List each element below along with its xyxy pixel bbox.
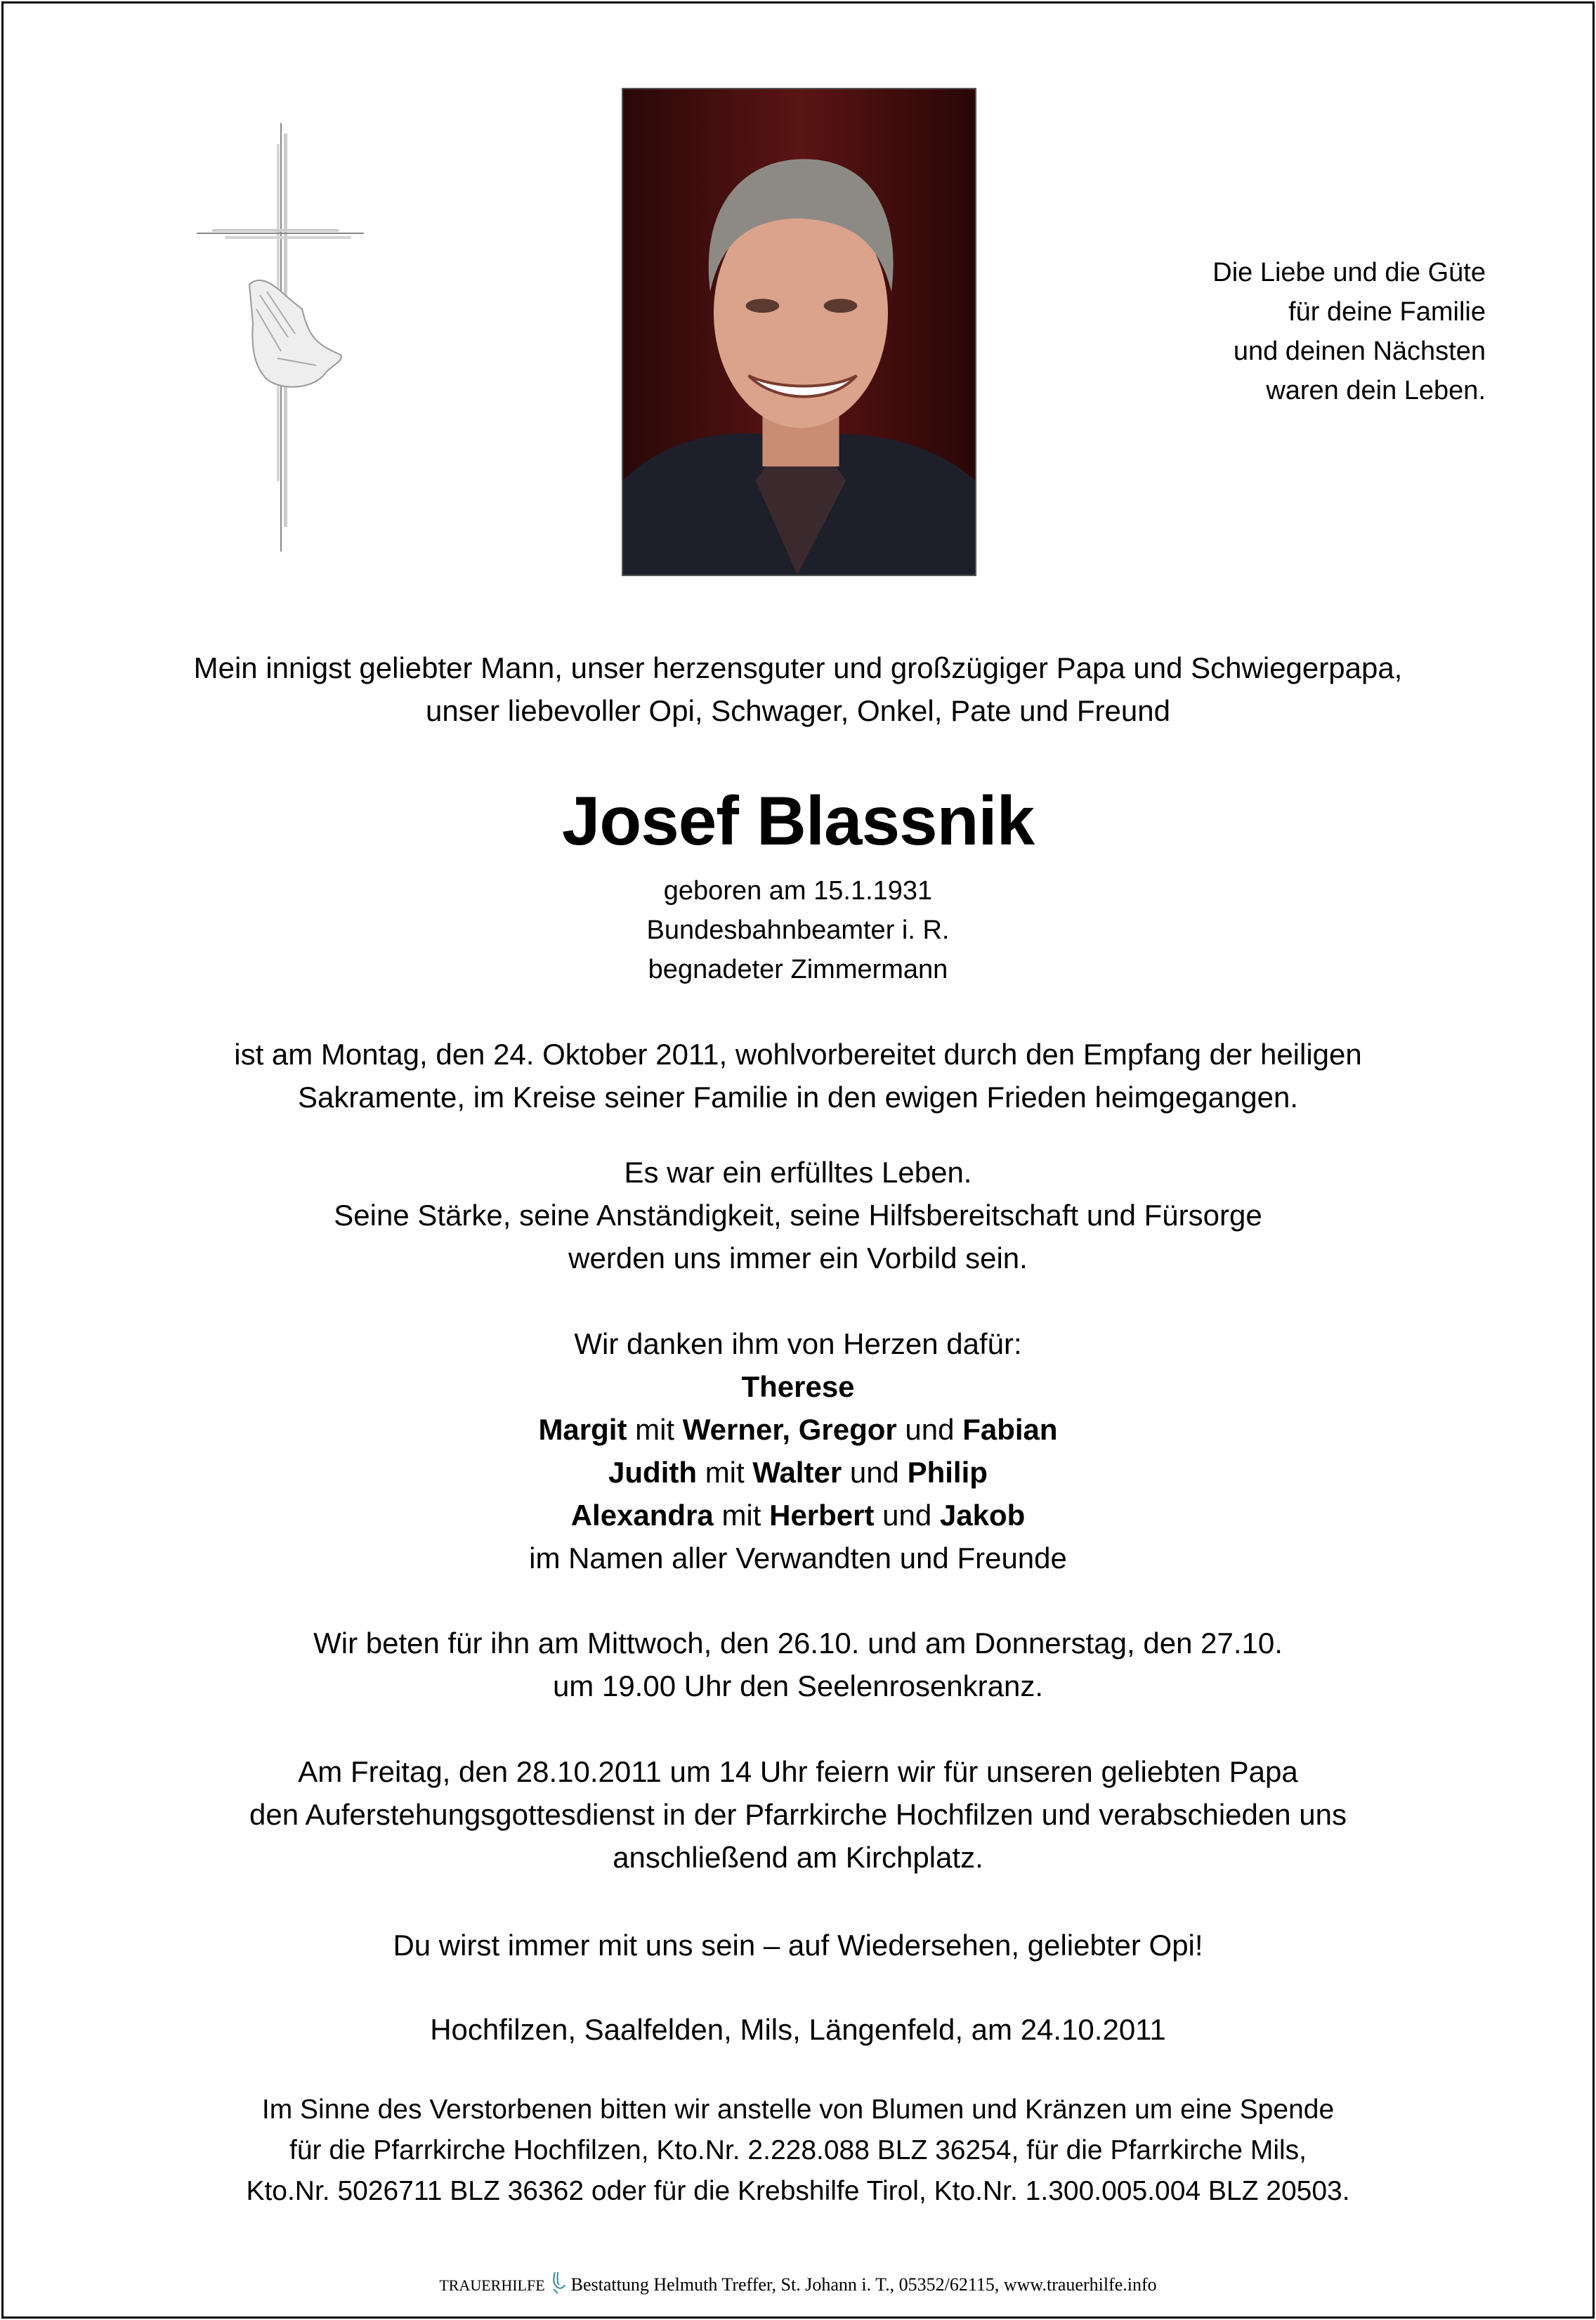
rosary-line: um 19.00 Uhr den Seelenrosenkranz. — [552, 1669, 1044, 1702]
intro-text — [0, 646, 1596, 732]
intro-line: Mein innigst geliebter Mann, unser herzensguter und großzügiger Papa und Schwiegerpapa, — [193, 651, 1403, 684]
rosary-line: Wir beten für ihn am Mittwoch, den 26.10. und am Donnerstag, den 27.10. — [313, 1627, 1283, 1660]
mourner-name: Therese — [741, 1370, 855, 1403]
life-line: Seine Stärke, seine Anständigkeit, seine Hilfsbereitschaft und Fürsorge — [334, 1199, 1262, 1232]
deceased-name: Josef Blassnik — [561, 782, 1035, 859]
funeral-line: den Auferstehungsgottesdienst in der Pfarrkirche Hochfilzen und verabschieden uns — [249, 1798, 1347, 1831]
quote-line: waren dein Leben. — [1266, 376, 1486, 405]
quote-line: und deinen Nächsten — [1233, 337, 1486, 366]
donation-line: Kto.Nr. 5026711 BLZ 36362 oder für die Krebshilfe Tirol, Kto.Nr. 1.300.005.004 BLZ 20503. — [246, 2176, 1350, 2206]
farewell: Du wirst immer mit uns sein – auf Wiedersehen, geliebter Opi! — [393, 1929, 1203, 1962]
funeral-notice — [0, 1750, 1596, 1879]
thanks-intro: Wir danken ihm von Herzen dafür: — [574, 1327, 1022, 1360]
death-notice — [0, 1033, 1596, 1119]
funeral-line: anschließend am Kirchplatz. — [613, 1841, 983, 1874]
quote-line: für deine Familie — [1288, 297, 1486, 327]
quote-line: Die Liebe und die Güte — [1212, 258, 1486, 287]
mourner-row: Margit mit Werner, Gregor und Fabian — [538, 1413, 1058, 1446]
detail-line: begnadeter Zimmermann — [648, 955, 948, 984]
memorial-quote — [1212, 253, 1486, 410]
funeral-line: Am Freitag, den 28.10.2011 um 14 Uhr feiern wir für unseren geliebten Papa — [298, 1755, 1298, 1788]
funeral-home-footer — [0, 2271, 1596, 2300]
donation-line: für die Pfarrkirche Hochfilzen, Kto.Nr. 2.228.088 BLZ 36254, für die Pfarrkirche Mils, — [289, 2135, 1307, 2165]
mourner-row: Alexandra mit Herbert und Jakob — [570, 1499, 1026, 1532]
death-line: Sakramente, im Kreise seiner Familie in den ewigen Frieden heimgegangen. — [297, 1081, 1299, 1114]
donation-request — [0, 2090, 1596, 2212]
deceased-details — [0, 871, 1596, 989]
life-line: werden uns immer ein Vorbild sein. — [568, 1242, 1028, 1275]
place-date: Hochfilzen, Saalfelden, Mils, Längenfeld, am 24.10.2011 — [430, 2013, 1166, 2046]
portrait-photo — [622, 88, 976, 576]
life-line: Es war ein erfülltes Leben. — [624, 1156, 972, 1189]
footer-brand: TRAUERHILFE — [439, 2276, 545, 2294]
cross-praying-hands-icon — [183, 112, 379, 562]
intro-line: unser liebevoller Opi, Schwager, Onkel, Pate und Freund — [426, 694, 1170, 727]
mourner-row: Judith mit Walter und Philip — [608, 1456, 988, 1489]
death-line: ist am Montag, den 24. Oktober 2011, wohlvorbereitet durch den Empfang der heiligen — [234, 1038, 1362, 1071]
mourners-list — [0, 1322, 1596, 1579]
detail-line: Bundesbahnbeamter i. R. — [646, 915, 950, 945]
dove-logo-icon — [549, 2271, 566, 2295]
thanks-closing: im Namen aller Verwandten und Freunde — [529, 1542, 1067, 1575]
life-tribute — [0, 1151, 1596, 1279]
footer-text: Bestattung Helmuth Treffer, St. Johann i. T., 05352/62115, www.trauerhilfe.info — [570, 2274, 1157, 2295]
rosary-notice — [0, 1622, 1596, 1707]
donation-line: Im Sinne des Verstorbenen bitten wir anstelle von Blumen und Kränzen um eine Spende — [261, 2094, 1335, 2125]
detail-line: geboren am 15.1.1931 — [663, 876, 933, 906]
